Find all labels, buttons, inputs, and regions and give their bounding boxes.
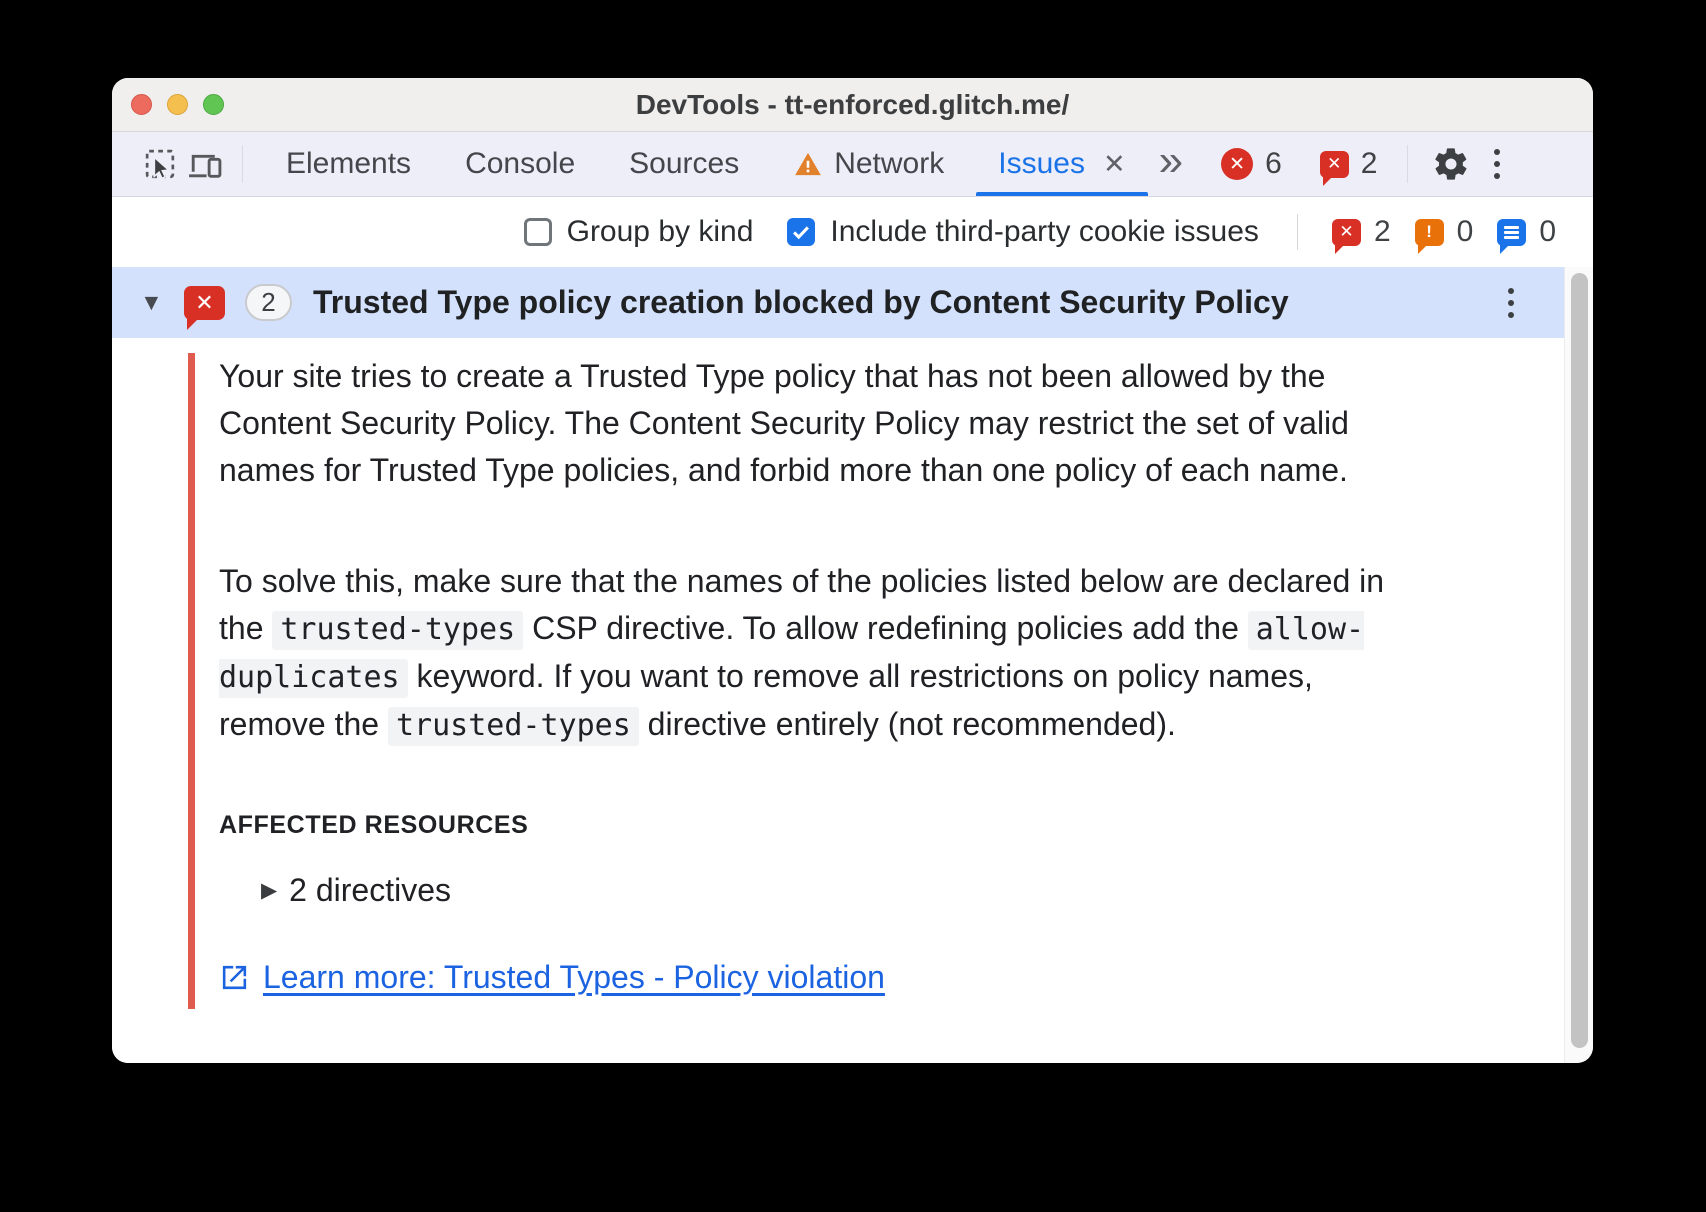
issue-bubble-icon: ✕ — [1320, 151, 1349, 178]
error-circle-icon: ✕ — [1221, 148, 1253, 180]
group-by-kind-label[interactable]: Group by kind — [566, 215, 754, 248]
toolbar-divider — [242, 145, 243, 183]
improvements-count: 0 — [1539, 215, 1556, 248]
code-span: trusted-types — [272, 611, 523, 650]
directives-label: 2 directives — [289, 872, 451, 908]
toggle-device-toolbar-button[interactable] — [182, 140, 226, 188]
include-cookie-issues-checkbox[interactable] — [787, 218, 815, 246]
devtools-window — [112, 78, 1593, 1063]
tab-label: Sources — [629, 147, 740, 180]
scrollbar-track[interactable] — [1564, 267, 1593, 1063]
affected-resources-heading: AFFECTED RESOURCES — [219, 811, 529, 839]
issue-title: Trusted Type policy creation blocked by Content Security Policy — [313, 284, 1289, 320]
kebab-icon — [1508, 288, 1514, 318]
issues-count-badge[interactable] — [1320, 147, 1378, 181]
breaking-changes-count: 0 — [1456, 215, 1474, 248]
message-lines-icon — [1504, 226, 1519, 229]
tab-label: Network — [834, 147, 945, 180]
more-tabs-button[interactable]: » — [1158, 136, 1184, 185]
titlebar — [112, 78, 1593, 132]
page-errors-count: 2 — [1373, 215, 1391, 248]
tab-label: Issues — [998, 147, 1085, 180]
issues-list — [112, 267, 1564, 1063]
learn-more-row — [219, 959, 1524, 996]
issue-details — [188, 353, 1564, 1009]
error-count: 6 — [1265, 147, 1282, 180]
collapsed-caret-icon: ▶ — [261, 879, 278, 902]
inspect-icon — [142, 146, 179, 183]
tab-strip — [259, 132, 1153, 196]
tab-close-icon[interactable]: ✕ — [1102, 148, 1126, 179]
tab-issues[interactable] — [971, 132, 1152, 196]
tab-console[interactable] — [438, 132, 602, 196]
expand-caret-icon[interactable]: ▼ — [140, 289, 163, 315]
group-by-kind-checkbox[interactable] — [524, 218, 552, 246]
device-toolbar-icon — [186, 146, 223, 183]
tab-network[interactable] — [766, 132, 971, 196]
toolbar-divider-2 — [1407, 145, 1408, 183]
gear-icon — [1432, 145, 1470, 183]
code-span: trusted-types — [388, 707, 639, 746]
issue-paragraph: Your site tries to create a Trusted Type policy that has not been allowed by the Content Security Policy. The Content Security Policy may restrict the set of valid names for Trusted Type policies, and forbid more than one policy of each name. — [219, 358, 1349, 488]
page-error-bubble-icon: ✕ — [1332, 219, 1361, 246]
warning-bubble-icon: ! — [1415, 219, 1444, 246]
issue-header-row[interactable] — [112, 267, 1564, 338]
issue-paragraph: To solve this, make sure that the names of the policies listed below are declared in the trusted-types CSP directive. To allow redefining policies add the allow-duplicates keyword. If you want to remove all restrictions on policy names, remove the trusted-types directive entirely (not recommended). — [219, 558, 1419, 749]
improvements-badge — [1497, 215, 1556, 249]
settings-button[interactable] — [1428, 140, 1474, 188]
directives-toggle[interactable] — [261, 872, 1524, 909]
tab-label: Console — [465, 147, 576, 180]
message-bubble-icon — [1497, 219, 1526, 246]
code-span: allow-duplicates — [219, 611, 1364, 698]
warning-icon — [793, 150, 823, 178]
issue-menu-button[interactable] — [1488, 279, 1534, 327]
learn-more-link[interactable]: Learn more: Trusted Types - Policy violation — [263, 959, 885, 995]
issues-count: 2 — [1360, 147, 1378, 180]
external-link-icon — [219, 962, 250, 993]
tab-sources[interactable] — [602, 132, 766, 196]
devtools-toolbar — [112, 132, 1593, 197]
inspect-element-button[interactable] — [138, 140, 182, 188]
check-icon — [790, 221, 812, 243]
page-errors-badge — [1332, 215, 1391, 249]
customize-devtools-button[interactable] — [1474, 140, 1520, 188]
issue-paragraphs — [219, 353, 1524, 749]
tab-label: Elements — [286, 147, 412, 180]
error-count-badge[interactable] — [1221, 147, 1282, 181]
issue-occurrence-count: 2 — [245, 284, 292, 321]
tab-elements[interactable] — [259, 132, 438, 196]
issue-error-bubble-icon: ✕ — [184, 286, 225, 320]
issues-panel — [112, 267, 1593, 1063]
scrollbar-thumb[interactable] — [1571, 273, 1588, 1048]
breaking-changes-badge — [1415, 215, 1474, 249]
window-title: DevTools - tt-enforced.glitch.me/ — [635, 88, 1070, 120]
issues-filter-bar — [112, 197, 1593, 267]
filter-bar-divider — [1297, 214, 1298, 250]
kebab-icon — [1494, 149, 1500, 179]
include-cookie-issues-label[interactable]: Include third-party cookie issues — [830, 215, 1259, 248]
